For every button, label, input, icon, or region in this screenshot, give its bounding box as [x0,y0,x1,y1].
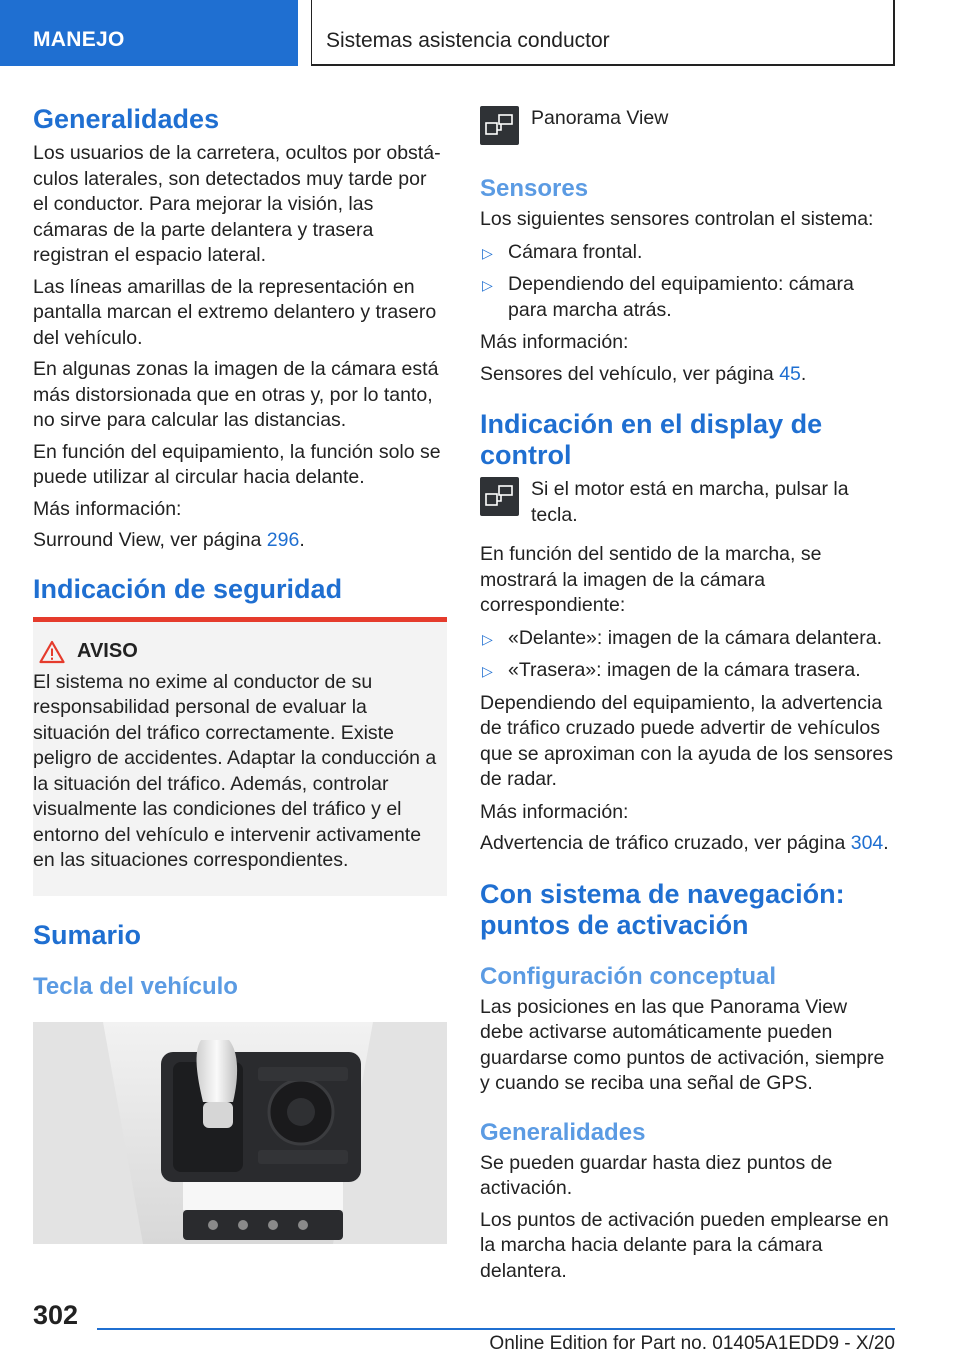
motor-instruction: Si el motor está en marcha, pulsar la tecla. [531,478,849,526]
paragraph: Los usuarios de la carretera, ocultos por obstáculos laterales, son detectados muy tarde por el conductor. Para mejorar la visión, las cámaras de la parte delantera y trasera registran el espacio lateral. [33,142,441,266]
page-link-45[interactable]: 45 [779,362,801,385]
heading-tecla: Tecla del vehículo [33,972,238,1000]
more-info-label: Más información: [33,497,182,520]
paragraph: En función del sentido de la marcha, se mostrará la imagen de la cámara correspondiente: [480,543,822,616]
heading-configuracion: Configuración conceptual [480,962,777,990]
heading-sensores: Sensores [480,175,589,202]
footer-divider [97,1328,895,1330]
paragraph: Las posiciones en las que Panorama View debe activarse automáticamente pueden guardarse como puntos de activación, siempre y cuando se reciba una señal de GPS. [480,995,885,1094]
heading-indicacion: Indicación en el display de control [480,409,823,470]
heading-sumario: Sumario [33,919,142,950]
warning-box [33,617,447,896]
more-info-label: Más información: [480,331,629,353]
cross-reference: Advertencia de tráfico cruzado, ver página 304. [480,832,889,854]
bullet-triangle-icon: ▷ [482,663,493,679]
panorama-label: Panorama View [531,107,669,129]
paragraph: Se pueden guardar hasta diez puntos de activación. [480,1151,833,1199]
cross-reference: Surround View, ver página 296. [33,529,305,551]
heading-generalidades: Generalidades [33,104,220,134]
paragraph: En algunas zonas la imagen de la cámara está más distorsionada que en otras y, por lo tanto, no sirve para calcular las distancias. [33,358,439,431]
paragraph: Los siguientes sensores controlan el sistema: [480,208,874,230]
warning-label: AVISO [77,640,138,662]
motor-button-row [480,477,894,528]
list-item: ▷ «Trasera»: imagen de la cámara trasera. [480,658,894,684]
bullet-triangle-icon: ▷ [482,277,493,293]
page-number: 302 [33,1300,79,1330]
warning-triangle-icon [39,640,65,664]
bullet-triangle-icon: ▷ [482,630,493,647]
camera-button-icon [480,106,519,145]
edition-footer: Online Edition for Part no. 01405A1EDD9 - X/20 [489,1333,895,1354]
heading-navegacion: Con sistema de navegación: puntos de activación [480,878,845,940]
list-item: ▷ Dependiendo del equipamiento: cámara para marcha atrás. [482,273,854,321]
camera-button-icon [480,477,519,516]
chapter-title: Sistemas asistencia conductor [326,29,610,52]
warning-header [33,640,447,664]
paragraph: En función del equipamiento, la función solo se puede utilizar al circular hacia delante. [33,440,441,488]
paragraph: Dependiendo del equipamiento, la advertencia de tráfico cruzado puede advertir de vehículos que se aproximan con la ayuda de los sensores de radar. [480,691,894,790]
section-tab [0,0,298,66]
left-column [33,100,447,1001]
page-link-296[interactable]: 296 [266,529,300,551]
heading-generalidades-2: Generalidades [480,1118,646,1146]
panorama-button-row [480,106,894,145]
page-link-304[interactable]: 304 [850,832,884,854]
right-column [480,106,894,1284]
section-title: MANEJO [33,28,125,51]
paragraph: Los puntos de activación pueden emplearse en la marcha hacia delante para la cámara delantera. [480,1208,889,1282]
chapter-header [311,0,895,66]
heading-safety: Indicación de seguridad [33,573,343,604]
center-console-photo [33,1022,447,1244]
list-item: ▷ Cámara frontal. [480,240,894,266]
more-info-label: Más información: [480,800,629,823]
cross-reference: Sensores del vehículo, ver página 45. [480,362,807,385]
bullet-triangle-icon: ▷ [482,244,493,261]
warning-text: El sistema no exime al conductor de su responsabilidad personal de evaluar la situación del tráfico correctamente. Existe peligro de accidentes. Adaptar la conducción a la situación del tráfico. Además, controlar visualmente las condiciones del tráfico y el entorno del vehículo e intervenir activamente en las situaciones correspondientes. [33,670,437,871]
paragraph: Las líneas amarillas de la representación en pantalla marcan el extremo delantero y trasero del vehículo. [33,275,437,349]
list-item: ▷ «Delante»: imagen de la cámara delantera. [480,626,894,652]
